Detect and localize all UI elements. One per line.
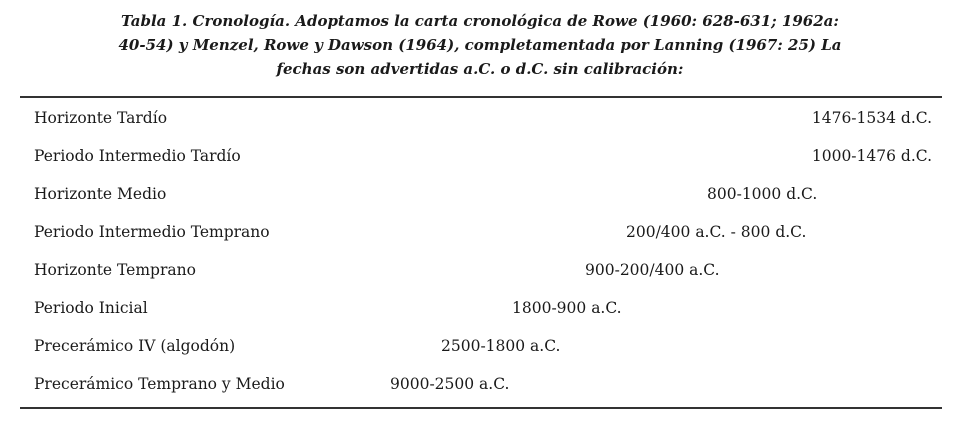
caption-line-1: Tabla 1. Cronología. Adoptamos la carta cronológica de Rowe (1960: 628-631; 1962a: xyxy=(121,12,839,30)
period-date: 9000-2500 a.C. xyxy=(390,375,510,393)
period-name: Periodo Intermedio Temprano xyxy=(34,223,270,241)
table-row xyxy=(0,102,960,135)
period-name: Horizonte Medio xyxy=(34,185,167,203)
period-name: Periodo Intermedio Tardío xyxy=(34,147,241,165)
period-name: Precerámico IV (algodón) xyxy=(34,337,236,355)
table-bottom-rule xyxy=(20,407,942,409)
period-name: Precerámico Temprano y Medio xyxy=(34,375,285,393)
period-date: 1000-1476 d.C. xyxy=(811,147,932,165)
table-row xyxy=(0,216,960,249)
table-row xyxy=(0,254,960,287)
period-name: Horizonte Tardío xyxy=(34,109,168,127)
table-row xyxy=(0,368,960,401)
table-row xyxy=(0,292,960,325)
caption-line-3: fechas son advertidas a.C. o d.C. sin calibración: xyxy=(276,60,684,78)
caption-line-2: 40-54) y Menzel, Rowe y Dawson (1964), completamentada por Lanning (1967: 25) La xyxy=(118,36,842,54)
period-date: 200/400 a.C. - 800 d.C. xyxy=(626,223,807,241)
period-date: 1476-1534 d.C. xyxy=(811,109,932,127)
table-top-rule xyxy=(20,96,942,98)
table-row xyxy=(0,330,960,363)
period-name: Periodo Inicial xyxy=(34,299,148,317)
period-date: 2500-1800 a.C. xyxy=(441,337,561,355)
table-row xyxy=(0,178,960,211)
table-caption xyxy=(60,9,900,81)
period-date: 1800-900 a.C. xyxy=(512,299,622,317)
period-name: Horizonte Temprano xyxy=(34,261,196,279)
table-row xyxy=(0,140,960,173)
period-date: 800-1000 d.C. xyxy=(707,185,818,203)
period-date: 900-200/400 a.C. xyxy=(585,261,720,279)
